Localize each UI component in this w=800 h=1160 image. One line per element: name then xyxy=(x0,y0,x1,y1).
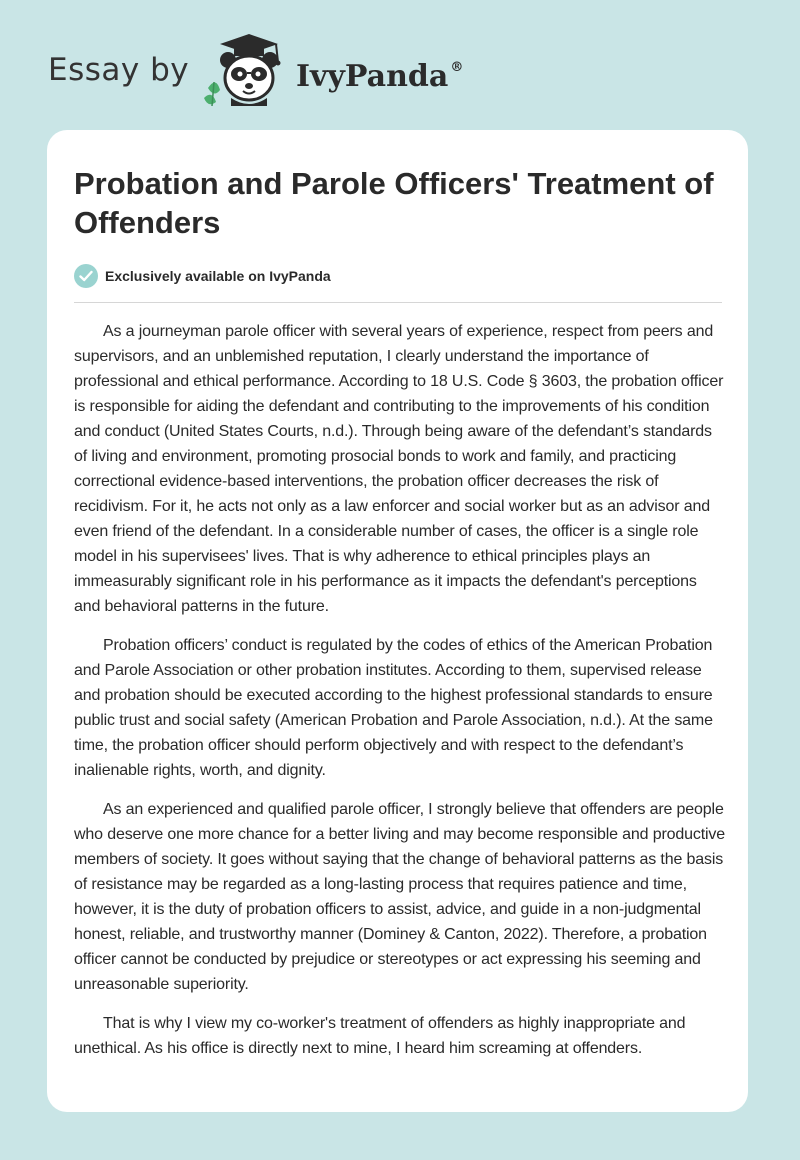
essay-by-label: Essay by xyxy=(48,52,190,88)
panda-graduate-logo-icon[interactable] xyxy=(198,32,296,110)
brand-name[interactable]: IvyPanda ® xyxy=(296,59,464,94)
exclusive-label: Exclusively available on IvyPanda xyxy=(105,268,331,284)
divider xyxy=(74,302,722,303)
paragraph: As an experienced and qualified parole officer, I strongly believe that offenders are people who deserve one more chance for a better living and may become responsible and productive members of society. It goes without saying that the change of behavioral patterns as the basis of resistance may be regarded as a long-lasting process that requires patience and time, however, it is the duty of probation officers to assist, advice, and guide in a non-judgmental honest, reliable, and trustworthy manner (Dominey & Canton, 2022). Therefore, a probation officer cannot be conducted by prejudice or stereotypes or act expressing his seeming and unreasonable superiority. xyxy=(74,801,726,993)
paragraph: That is why I view my co-worker's treatment of offenders as highly inappropriate and unethical. As his office is directly next to mine, I heard him screaming at offenders. xyxy=(74,1015,686,1057)
paragraph: As a journeyman parole officer with several years of experience, respect from peers and supervisors, and an unblemished reputation, I clearly understand the importance of professional and ethical performance. According to 18 U.S. Code § 3603, the probation officer is responsible for aiding the defendant and contributing to the improvements of his condition and conduct (United States Courts, n.d.). Through being aware of the defendant’s standards of living and environment, promoting prosocial bonds to work and family, and practicing correctional evidence-based interventions, the probation officer decreases the risk of recidivism. For it, he acts not only as a law enforcer and social worker but as an advisor and even friend of the defendant. In a considerable number of cases, the officer is a single role model in his supervisees' lives. That is why adherence to ethical principles plays an immeasurably significant role in his performance as it impacts the defendant's perceptions and behavioral patterns in the future. xyxy=(74,323,724,615)
exclusive-badge xyxy=(74,263,331,289)
essay-body xyxy=(74,319,726,1075)
site-header xyxy=(0,0,800,120)
paragraph: Probation officers’ conduct is regulated by the codes of ethics of the American Probation and Parole Association or other probation institutes. According to them, supervised release and probation should be executed according to the highest professional standards to ensure public trust and social safety (American Probation and Parole Association, n.d.). At the same time, the probation officer should perform objectively and with respect to the defendant’s inalienable rights, worth, and dignity. xyxy=(74,637,713,779)
check-circle-icon xyxy=(74,264,98,288)
registered-mark: ® xyxy=(450,60,464,75)
essay-title: Probation and Parole Officers' Treatment of Offenders xyxy=(74,166,714,240)
essay-card xyxy=(47,130,748,1112)
